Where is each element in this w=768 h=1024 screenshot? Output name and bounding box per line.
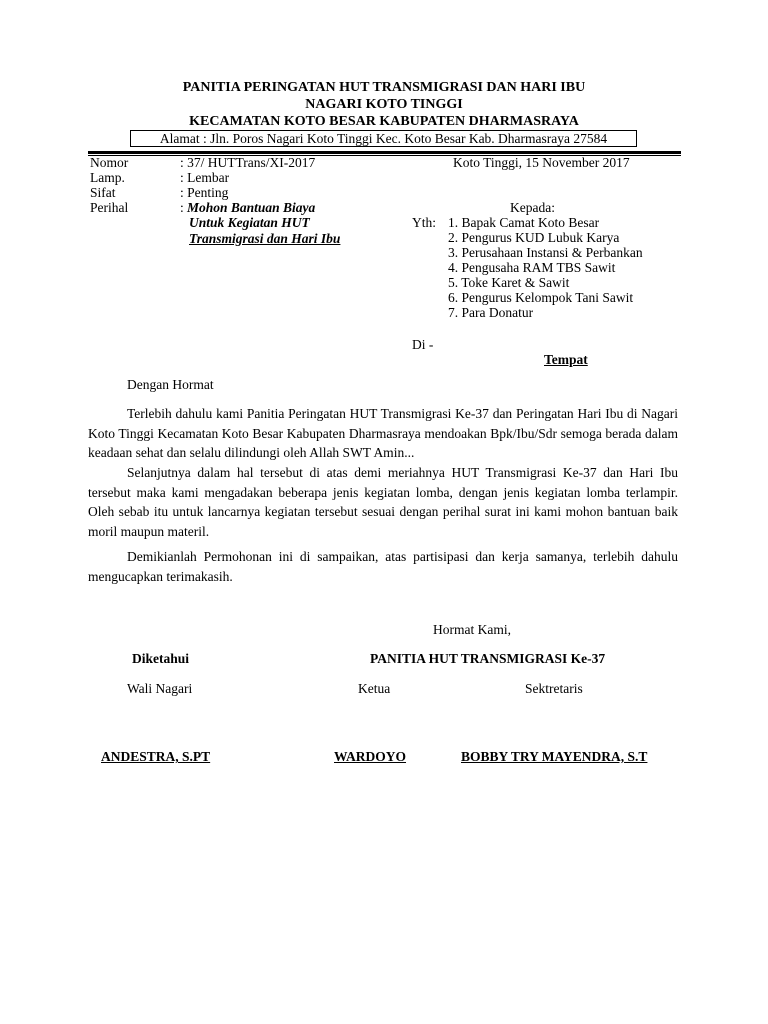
ketua-title: Ketua [358,681,391,696]
yth-label: Yth: [412,215,437,230]
hormat-kami: Hormat Kami, [433,622,511,637]
lamp-value: : Lembar [180,170,230,185]
tempat-label: Tempat [544,352,588,367]
wali-nagari-title: Wali Nagari [127,681,193,696]
perihal-label: Perihal [90,200,129,215]
paragraph-3-text: Demikianlah Permohonan ini di sampaikan, atas partisipasi dan kerja samanya, terlebih dahulu mengucapkan terimakasih. [88,549,678,584]
sifat-value: : Penting [180,185,229,200]
recipient-item-3: 3. Perusahaan Instansi & Perbankan [448,245,643,260]
panitia-label: PANITIA HUT TRANSMIGRASI Ke-37 [370,651,606,666]
sekretaris-name: BOBBY TRY MAYENDRA, S.T [461,749,648,764]
recipient-item-7: 7. Para Donatur [448,305,534,320]
paragraph-1-text: Terlebih dahulu kami Panitia Peringatan HUT Transmigrasi Ke-37 dan Peringatan Hari Ibu di Nagari Koto Tinggi Kecamatan Koto Besar Kabupaten Dharmasraya mendoakan Bpk/Ibu/Sdr semoga berada dalam keadaan sehat dan selalu dilindungi oleh Allah SWT Amin... [88,406,678,460]
letterhead-kecamatan: KECAMATAN KOTO BESAR KABUPATEN DHARMASRAYA [189,114,579,129]
wali-nagari-name: ANDESTRA, S.PT [101,749,211,764]
perihal-line-2: Untuk Kegiatan HUT [189,215,310,230]
header-rule-thick [88,151,681,154]
recipient-item-1: 1. Bapak Camat Koto Besar [448,215,600,230]
perihal-colon: : [180,200,184,215]
lamp-label: Lamp. [90,170,125,185]
letterhead-address: Alamat : Jln. Poros Nagari Koto Tinggi Kec. Koto Besar Kab. Dharmasraya 27584 [130,130,637,147]
paragraph-3 [88,547,678,586]
diketahui-label: Diketahui [132,651,190,666]
paragraph-2-text: Selanjutnya dalam hal tersebut di atas demi meriahnya HUT Transmigrasi Ke-37 dan Hari Ibu tersebut maka kami mengadakan beberapa jenis kegiatan lomba, dengan jenis kegiatan lomba terlampir. Oleh sebab itu untuk lancarnya kegiatan tersebut sesuai dengan perihal surat ini kami mohon bantuan baik moril maupun materil. [88,465,678,539]
greeting: Dengan Hormat [127,377,214,392]
perihal-line-1: Mohon Bantuan Biaya [187,200,316,215]
perihal-line-3: Transmigrasi dan Hari Ibu [189,231,341,246]
kepada-label: Kepada: [510,200,555,215]
di-label: Di - [412,337,434,352]
letter-date: Koto Tinggi, 15 November 2017 [453,155,630,170]
letterhead-nagari: NAGARI KOTO TINGGI [305,97,463,112]
nomor-value: : 37/ HUTTrans/XI-2017 [180,155,316,170]
sekretaris-title: Sektretaris [525,681,583,696]
letterhead-title: PANITIA PERINGATAN HUT TRANSMIGRASI DAN HARI IBU [182,80,586,95]
nomor-label: Nomor [90,155,129,170]
recipient-item-6: 6. Pengurus Kelompok Tani Sawit [448,290,634,305]
sifat-label: Sifat [90,185,116,200]
paragraph-1 [88,404,678,463]
recipient-item-4: 4. Pengusaha RAM TBS Sawit [448,260,616,275]
recipient-item-2: 2. Pengurus KUD Lubuk Karya [448,230,620,245]
recipient-item-5: 5. Toke Karet & Sawit [448,275,570,290]
ketua-name: WARDOYO [334,749,407,764]
paragraph-2 [88,463,678,541]
